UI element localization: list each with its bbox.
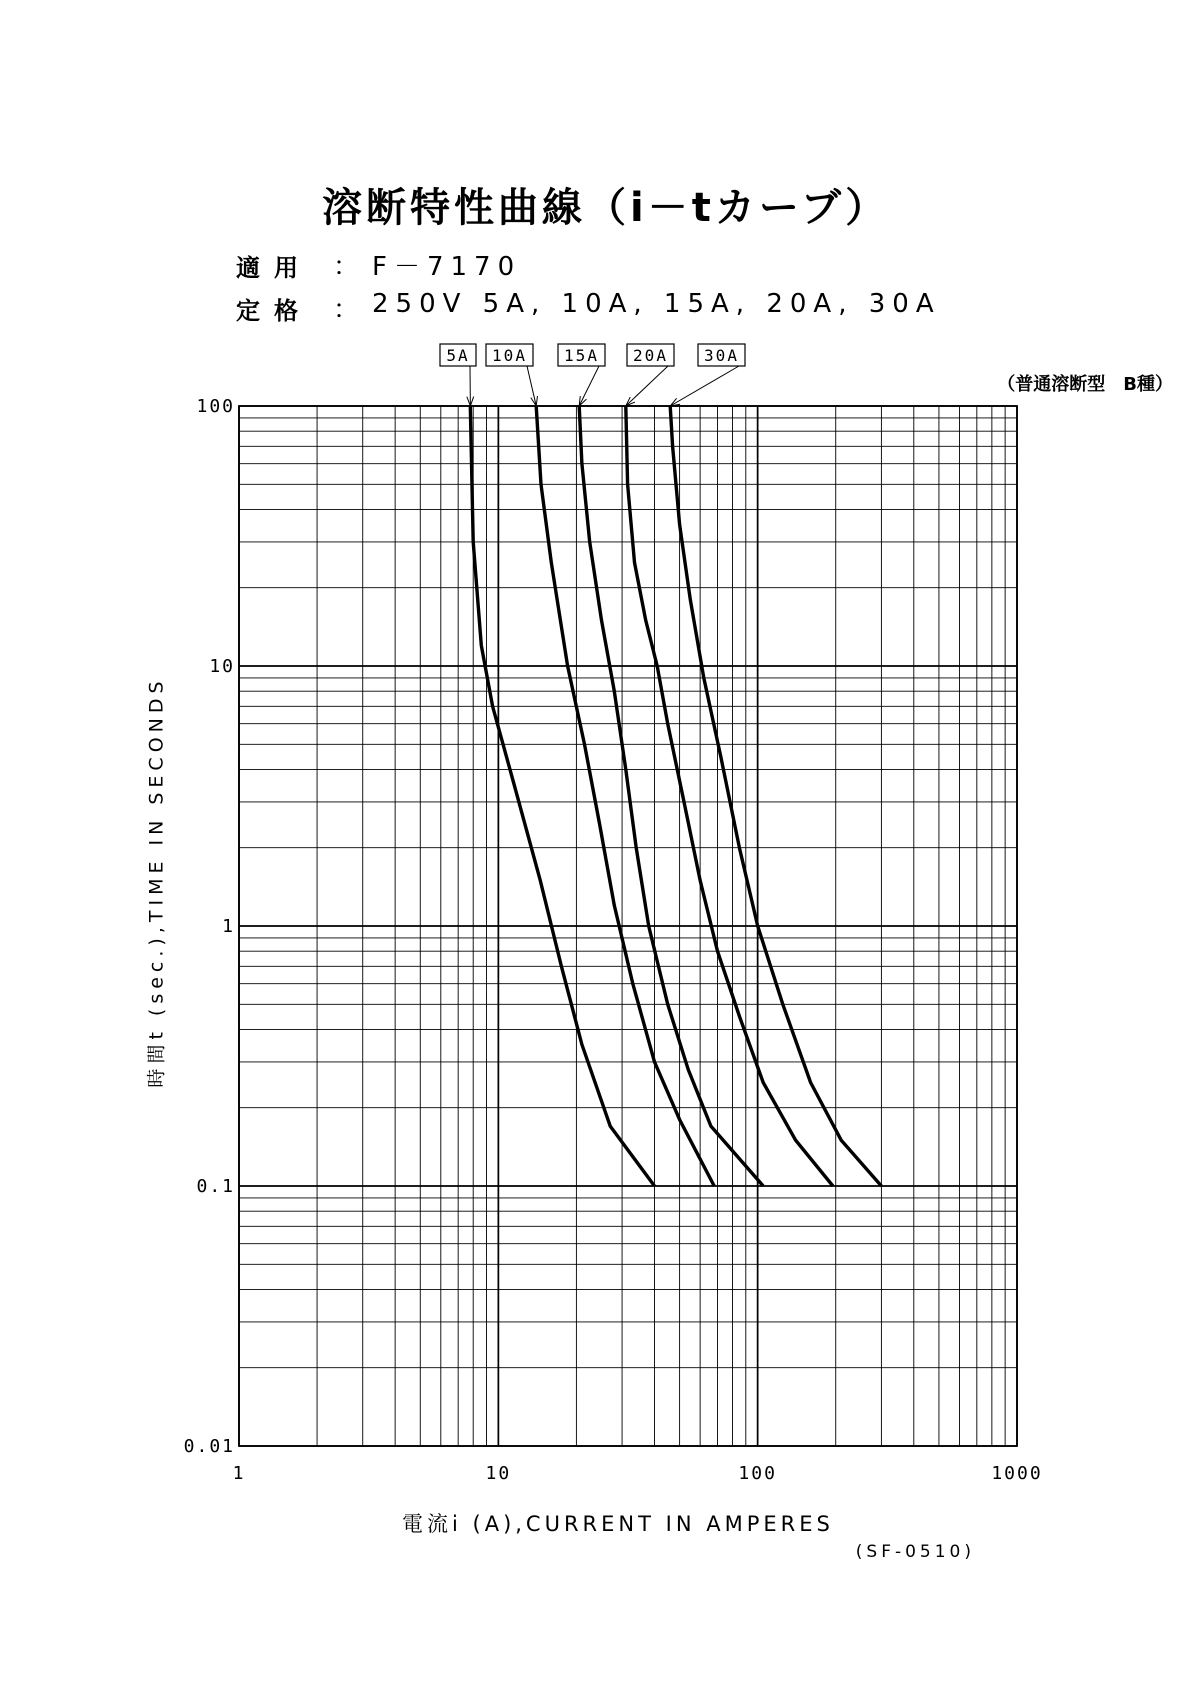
y-tick-label: 0.01 (183, 1436, 235, 1457)
chart-grid (239, 406, 1017, 1446)
rating-label: 定格 (236, 297, 312, 325)
series-line-30A (670, 406, 881, 1186)
rating-colon: ： (333, 295, 360, 325)
chart-curves (470, 406, 881, 1186)
curve-tag-label-10A: 10A (492, 346, 527, 365)
y-tick-label: 1 (222, 916, 235, 937)
y-axis-title: 時間t (sec.),TIME IN SECONDS (145, 676, 168, 1088)
curve-tag-label-15A: 15A (564, 346, 599, 365)
application-colon: ： (333, 252, 360, 282)
curve-tag-arrowhead (579, 396, 586, 406)
application-value: F－7170 (372, 252, 522, 282)
fuse-type-note: （普通溶断型 B種） (997, 374, 1173, 395)
curve-tag-label-5A: 5A (446, 346, 470, 365)
rating-value: 250V 5A, 10A, 15A, 20A, 30A (372, 289, 941, 319)
curve-tag-leader (626, 366, 668, 406)
curve-tag-leader (527, 366, 536, 406)
curve-tag-label-30A: 30A (704, 346, 739, 365)
x-tick-label: 100 (738, 1463, 777, 1484)
curve-tag-leader (579, 366, 599, 406)
curve-tags (440, 344, 745, 406)
x-tick-label: 1000 (991, 1463, 1043, 1484)
application-label: 適用 (236, 254, 312, 282)
y-tick-label: 10 (209, 656, 235, 677)
x-tick-label: 10 (485, 1463, 512, 1484)
y-tick-label: 100 (196, 396, 235, 417)
y-tick-label: 0.1 (196, 1176, 235, 1197)
series-line-15A (579, 406, 763, 1186)
x-axis-title: 電流i (A),CURRENT IN AMPERES (402, 1512, 834, 1536)
curve-tag-leader (670, 366, 739, 406)
x-tick-label: 1 (232, 1463, 246, 1484)
document-code: (SF-0510) (855, 1542, 975, 1562)
curve-tag-label-20A: 20A (633, 346, 668, 365)
chart-title: 溶断特性曲線（i－tカーブ） (322, 185, 890, 231)
curve-tag-arrowhead (670, 398, 680, 406)
